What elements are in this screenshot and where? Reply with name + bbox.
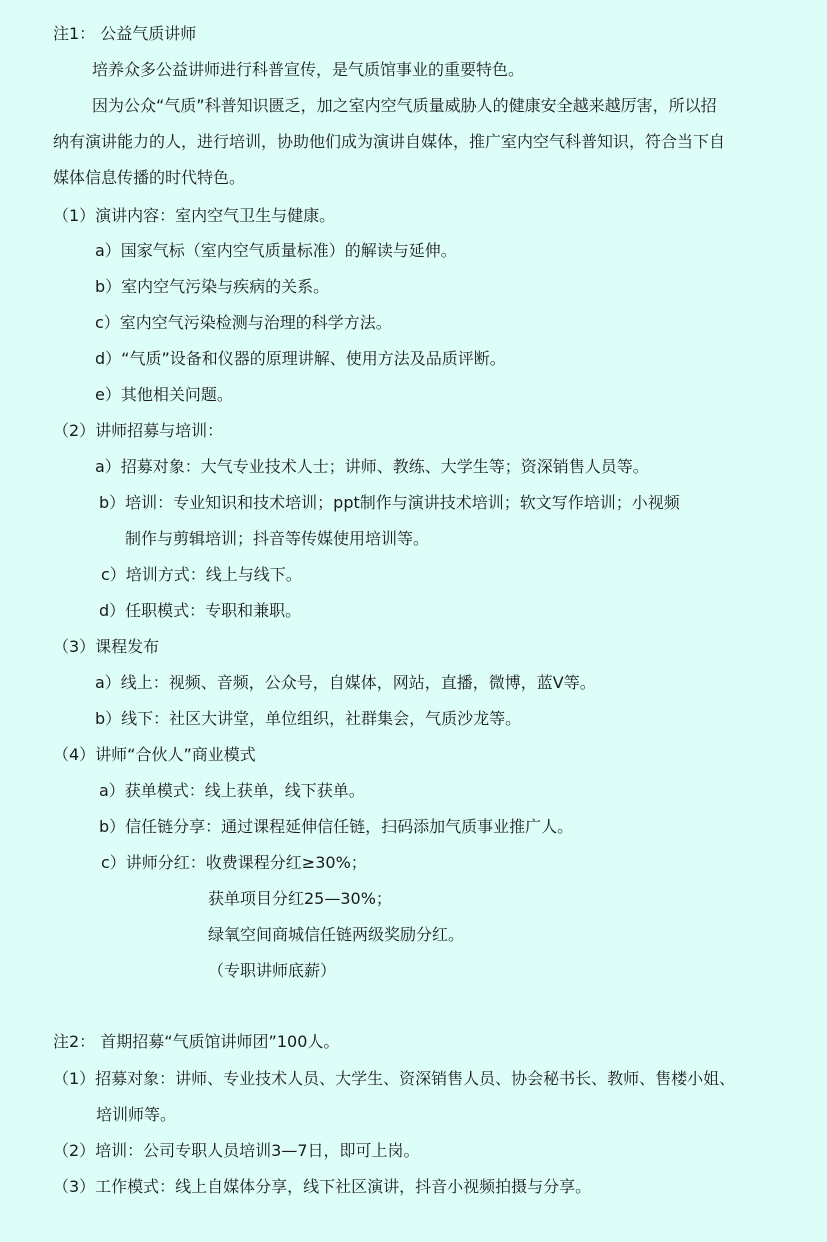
- section-4-item-c: c）讲师分红：收费课程分红≥30%；: [101, 853, 367, 872]
- section-3-item-b: b）线下：社区大讲堂，单位组织，社群集会，气质沙龙等。: [95, 709, 522, 728]
- section-2-item-c: c）培训方式：线上与线下。: [101, 565, 302, 584]
- section-1-item-e: e）其他相关问题。: [95, 385, 233, 404]
- note2-item-1-line-2: 培训师等。: [96, 1105, 177, 1124]
- section-3-item-a: a）线上：视频、音频，公众号，自媒体，网站，直播，微博，蓝V等。: [95, 673, 596, 692]
- section-2-item-a: a）招募对象：大气专业技术人士；讲师、教练、大学生等；资深销售人员等。: [95, 457, 649, 476]
- section-1-heading: （1）演讲内容：室内空气卫生与健康。: [53, 206, 336, 225]
- section-3-heading: （3）课程发布: [53, 637, 160, 656]
- note1-paragraph-2-line-1: 因为公众“气质”科普知识匮乏，加之室内空气质量威胁人的健康安全越来越厉害，所以招: [92, 96, 717, 115]
- section-1-item-d: d）“气质”设备和仪器的原理讲解、使用方法及品质评断。: [95, 349, 506, 368]
- note2-item-2: （2）培训：公司专职人员培训3—7日，即可上岗。: [53, 1141, 420, 1160]
- section-1-item-a: a）国家气标（室内空气质量标准）的解读与延伸。: [95, 241, 457, 260]
- section-4-item-c-line-2: 获单项目分红25—30%；: [208, 889, 392, 908]
- note2-title: 注2： 首期招募“气质馆讲师团”100人。: [53, 1032, 340, 1051]
- section-2-item-d: d）任职模式：专职和兼职。: [99, 601, 302, 620]
- section-4-item-b: b）信任链分享：通过课程延伸信任链，扫码添加气质事业推广人。: [99, 817, 574, 836]
- section-2-heading: （2）讲师招募与培训：: [53, 421, 224, 440]
- note1-title: 注1： 公益气质讲师: [53, 24, 197, 43]
- section-4-heading: （4）讲师“合伙人”商业模式: [53, 745, 256, 764]
- note1-paragraph-2-line-3: 媒体信息传播的时代特色。: [53, 168, 246, 187]
- section-4-item-c-line-3: 绿氧空间商城信任链两级奖励分红。: [208, 925, 465, 944]
- note2-item-1-line-1: （1）招募对象：讲师、专业技术人员、大学生、资深销售人员、协会秘书长、教师、售楼小姐、: [53, 1069, 736, 1088]
- section-4-item-a: a）获单模式：线上获单，线下获单。: [99, 781, 365, 800]
- note1-paragraph-1: 培养众多公益讲师进行科普宣传，是气质馆事业的重要特色。: [92, 60, 525, 79]
- note1-paragraph-2-line-2: 纳有演讲能力的人，进行培训，协助他们成为演讲自媒体，推广室内空气科普知识，符合当下自: [53, 132, 726, 151]
- section-2-item-b-line-2: 制作与剪辑培训；抖音等传媒使用培训等。: [125, 529, 430, 548]
- section-4-item-c-line-4: （专职讲师底薪）: [208, 961, 337, 980]
- section-2-item-b-line-1: b）培训：专业知识和技术培训；ppt制作与演讲技术培训；软文写作培训；小视频: [99, 493, 680, 512]
- section-1-item-b: b）室内空气污染与疾病的关系。: [95, 277, 330, 296]
- note2-item-3: （3）工作模式：线上自媒体分享，线下社区演讲，抖音小视频拍摄与分享。: [53, 1177, 592, 1196]
- section-1-item-c: c）室内空气污染检测与治理的科学方法。: [95, 313, 392, 332]
